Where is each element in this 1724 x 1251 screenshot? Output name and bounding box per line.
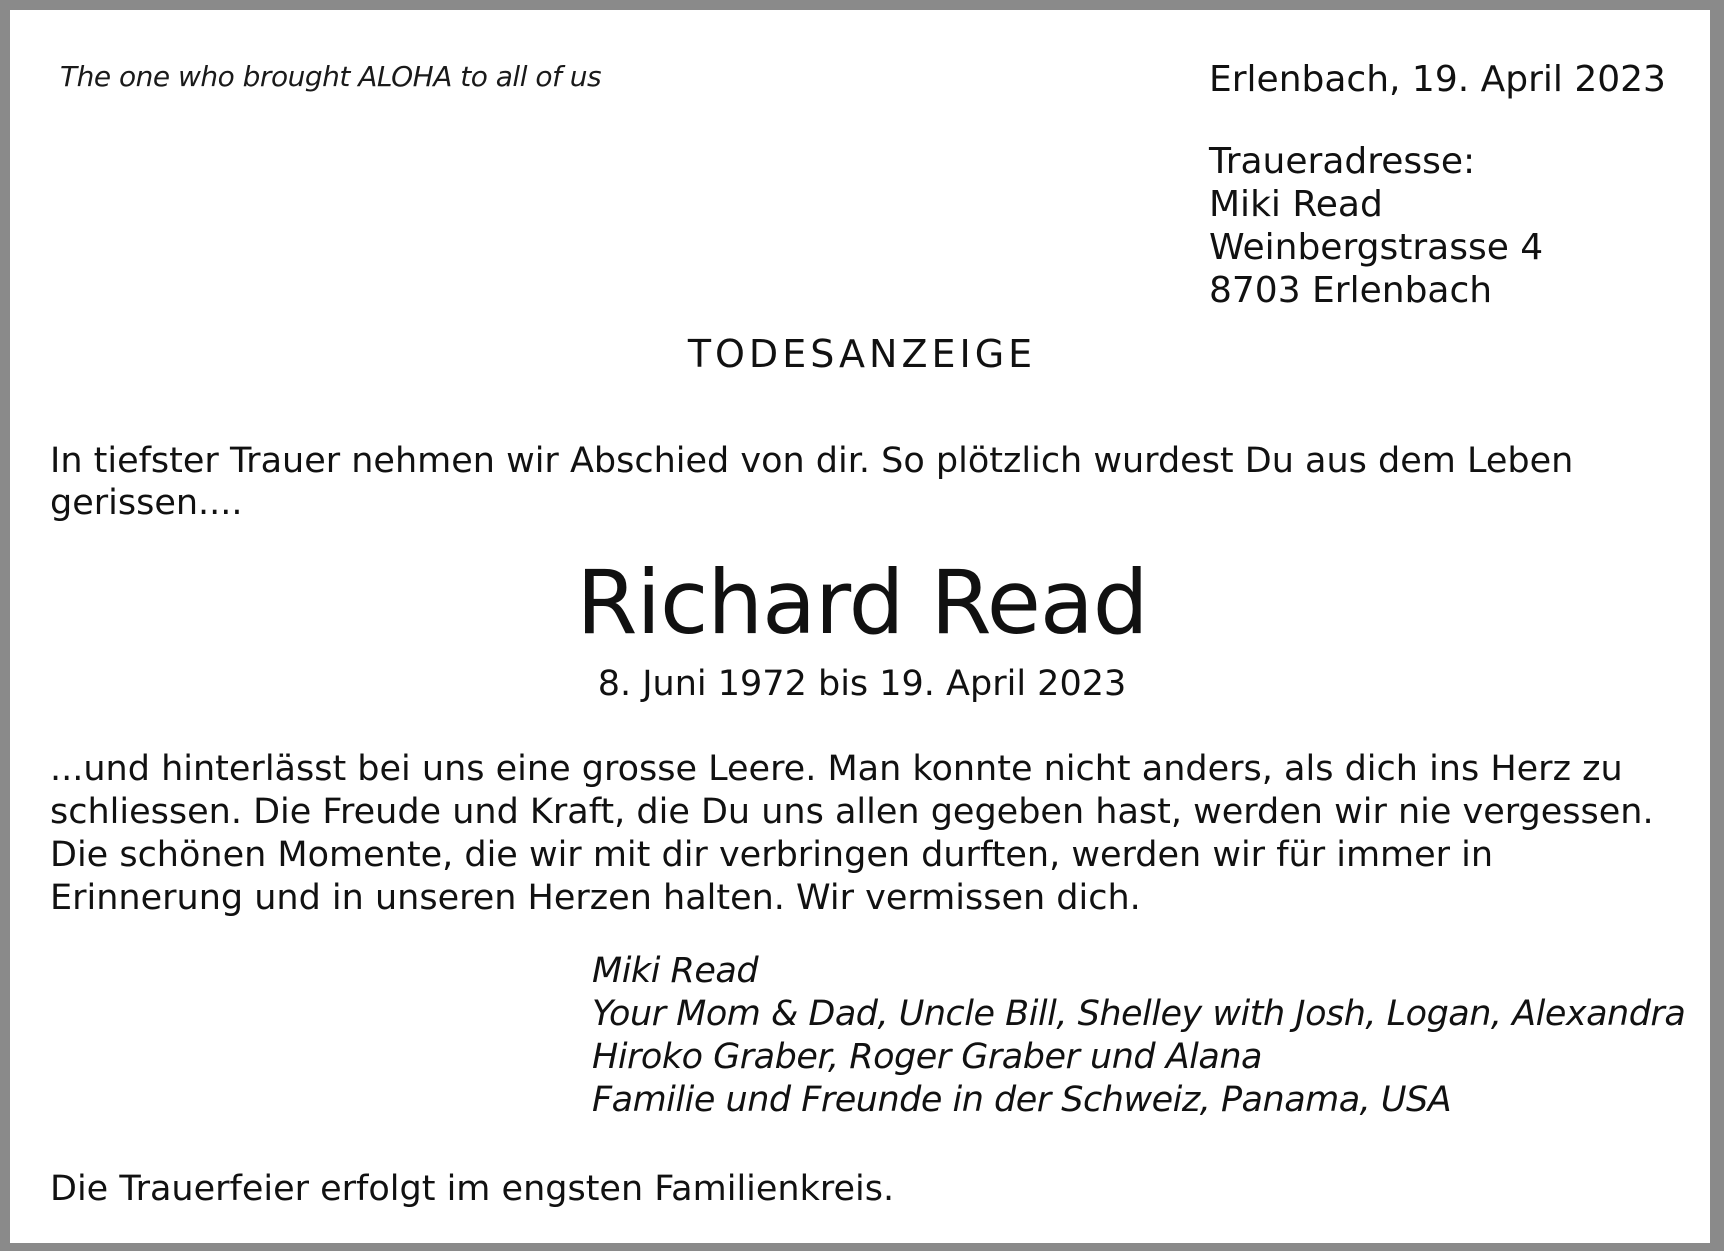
mourning-address (1209, 140, 1543, 312)
address-line: 8703 Erlenbach (1209, 270, 1493, 311)
address-line: Miki Read (1209, 184, 1383, 225)
notice-heading: TODESANZEIGE (687, 332, 1037, 376)
signature-line: Your Mom & Dad, Uncle Bill, Shelley with Josh, Logan, Alexandra (592, 994, 1686, 1034)
intro-text: In tiefster Trauer nehmen wir Abschied von dir. So plötzlich wurdest Du aus dem Leben gerissen.... (50, 441, 1574, 523)
deceased-name: Richard Read (576, 551, 1148, 654)
motto: The one who brought ALOHA to all of us (60, 60, 602, 93)
signatures (592, 950, 1685, 1122)
signature-line: Familie und Freunde in der Schweiz, Panama, USA (592, 1080, 1452, 1120)
body-text: ...und hinterlässt bei uns eine grosse Leere. Man konnte nicht anders, als dich ins Herz zu schliessen. Die Freude und Kraft, die Du uns allen gegeben hast, werden wir nie vergessen. Die schönen Momente, die wir mit dir verbringen durften, werden wir für immer in Erinnerung und in unseren Herzen halten. Wir vermissen dich. (50, 749, 1654, 918)
signature-line: Hiroko Graber, Roger Graber und Alana (592, 1037, 1262, 1077)
signature-line: Miki Read (592, 951, 759, 991)
life-dates: 8. Juni 1972 bis 19. April 2023 (597, 664, 1127, 704)
address-label: Traueradresse: (1209, 141, 1476, 182)
address-line: Weinbergstrasse 4 (1209, 227, 1544, 268)
funeral-note: Die Trauerfeier erfolgt im engsten Familienkreis. (50, 1169, 895, 1209)
place-date: Erlenbach, 19. April 2023 (1209, 59, 1666, 100)
